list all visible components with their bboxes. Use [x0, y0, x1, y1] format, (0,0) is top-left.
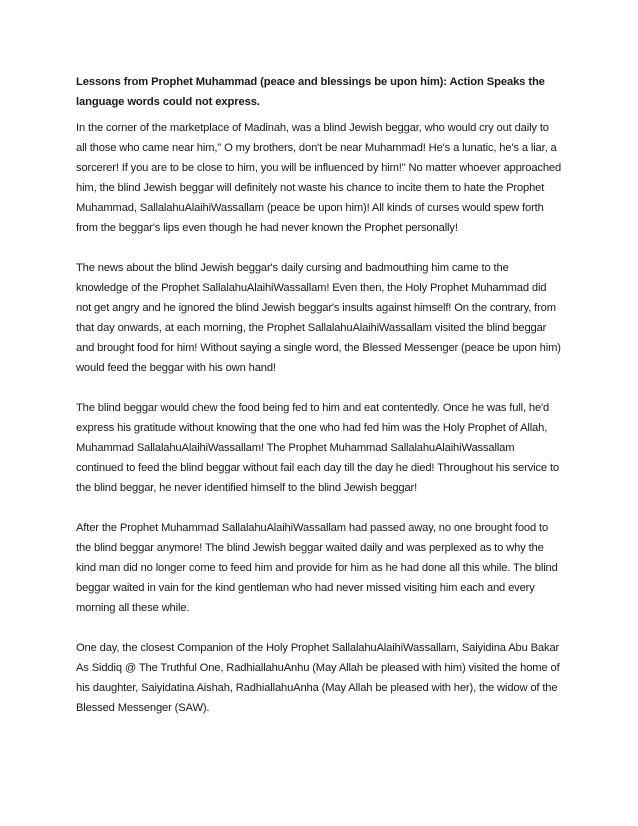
document-title: Lessons from Prophet Muhammad (peace and blessings be upon him): Action Speaks the language words could not express. — [76, 76, 545, 108]
paragraph-abu-bakar: One day, the closest Companion of the Holy Prophet SallalahuAlaihiWassallam, Saiyidina Abu Bakar As Siddiq @ The Truthful One, RadhiallahuAnhu (May Allah be pleased with him) visited the home of his daughter, Saiyidatina Aishah, RadhiallahuAnha (May Allah be pleased with her), the widow of the Blessed Messenger (SAW). — [76, 642, 560, 714]
paragraph-feeding: The blind beggar would chew the food being fed to him and eat contentedly. Once he was full, he'd express his gratitude without knowing that the one who had fed him was the Holy Prophet of Allah, Muhammad SallalahuAlaihiWassallam! The Prophet Muhammad SallalahuAlaihiWassallam continued to feed the blind beggar without fail each day till the day he died! Throughout his service to the blind beggar, he never identified himself to the blind Jewish beggar! — [76, 402, 559, 494]
paragraph-after-passing: After the Prophet Muhammad SallalahuAlaihiWassallam had passed away, no one brought food to the blind beggar anymore! The blind Jewish beggar waited daily and was perplexed as to why the kind man did no longer come to feed him and provide for him as he had done all this while. The blind beggar waited in vain for the kind gentleman who had never missed visiting him each and every morning all these while. — [76, 522, 558, 614]
paragraph-news: The news about the blind Jewish beggar's daily cursing and badmouthing him came to the knowledge of the Prophet SallalahuAlaihiWassallam! Even then, the Holy Prophet Muhammad did not get angry and he ignored the blind Jewish beggar's insults against himself! On the contrary, from that day onwards, at each morning, the Prophet SallalahuAlaihiWassallam visited the blind beggar and brought food for him! Without saying a single word, the Blessed Messenger (peace be upon him) would feed the beggar with his own hand! — [76, 262, 561, 374]
document-page — [76, 72, 562, 738]
paragraph-marketplace: In the corner of the marketplace of Madinah, was a blind Jewish beggar, who would cry out daily to all those who came near him," O my brothers, don't be near Muhammad! He's a lunatic, he's a liar, a sorcerer! If you are to be close to him, you will be influenced by him!" No matter whoever approached him, the blind Jewish beggar will definitely not waste his chance to incite them to hate the Prophet Muhammad, SallalahuAlaihiWassallam (peace be upon him)! All kinds of curses would spew forth from the beggar's lips even though he had never known the Prophet personally! — [76, 122, 562, 234]
